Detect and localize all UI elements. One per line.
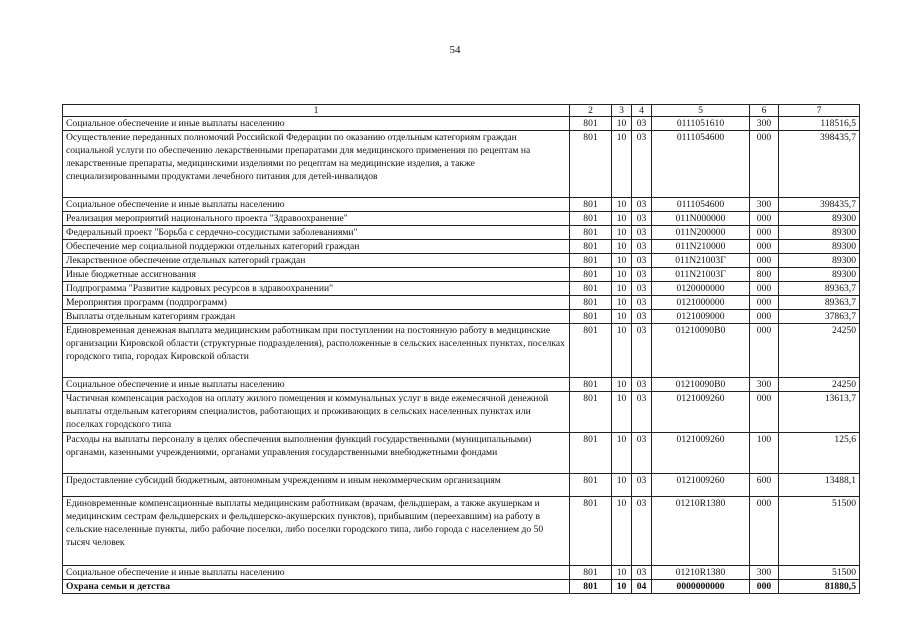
ministry-code-cell: 801	[570, 254, 612, 268]
row-name-cell: Социальное обеспечение и иные выплаты населению	[63, 198, 570, 212]
section-code-cell: 10	[612, 433, 632, 474]
table-row	[63, 497, 860, 566]
table-row	[63, 310, 860, 324]
subsection-code-cell: 03	[632, 474, 652, 497]
section-code-cell: 10	[612, 268, 632, 282]
table-row	[63, 324, 860, 378]
section-code-cell: 10	[612, 324, 632, 378]
expense-type-cell: 300	[750, 198, 779, 212]
amount-cell: 89363,7	[779, 282, 860, 296]
subsection-code-cell: 03	[632, 117, 652, 131]
subsection-code-cell: 03	[632, 433, 652, 474]
ministry-code-cell: 801	[570, 497, 612, 566]
section-code-cell: 10	[612, 226, 632, 240]
row-name-cell: Социальное обеспечение и иные выплаты населению	[63, 117, 570, 131]
subsection-code-cell: 04	[632, 580, 652, 594]
table-row	[63, 378, 860, 392]
ministry-code-cell: 801	[570, 117, 612, 131]
subsection-code-cell: 03	[632, 324, 652, 378]
table-row	[63, 240, 860, 254]
table-row	[63, 212, 860, 226]
target-article-cell: 011N21003Г	[652, 254, 750, 268]
target-article-cell: 0111054600	[652, 131, 750, 198]
ministry-code-cell: 801	[570, 433, 612, 474]
row-name-cell: Иные бюджетные ассигнования	[63, 268, 570, 282]
ministry-code-cell: 801	[570, 240, 612, 254]
table-row	[63, 131, 860, 198]
expense-type-cell: 000	[750, 324, 779, 378]
row-name-cell: Охрана семьи и детства	[63, 580, 570, 594]
expense-type-cell: 600	[750, 474, 779, 497]
row-name-cell: Выплаты отдельным категориям граждан	[63, 310, 570, 324]
table-row	[63, 566, 860, 580]
expense-type-cell: 000	[750, 212, 779, 226]
table-row	[63, 392, 860, 433]
column-header: 7	[779, 105, 860, 117]
column-header: 5	[652, 105, 750, 117]
expense-type-cell: 300	[750, 117, 779, 131]
ministry-code-cell: 801	[570, 226, 612, 240]
section-code-cell: 10	[612, 131, 632, 198]
table-row	[63, 198, 860, 212]
subsection-code-cell: 03	[632, 566, 652, 580]
target-article-cell: 0111054600	[652, 198, 750, 212]
section-code-cell: 10	[612, 378, 632, 392]
row-name-cell: Федеральный проект "Борьба с сердечно-сосудистыми заболеваниями"	[63, 226, 570, 240]
row-name-cell: Социальное обеспечение и иные выплаты населению	[63, 566, 570, 580]
expense-type-cell: 000	[750, 580, 779, 594]
amount-cell: 51500	[779, 497, 860, 566]
section-code-cell: 10	[612, 566, 632, 580]
row-name-cell: Предоставление субсидий бюджетным, автономным учреждениям и иным некоммерческим организациям	[63, 474, 570, 497]
section-code-cell: 10	[612, 296, 632, 310]
expense-type-cell: 000	[750, 226, 779, 240]
column-header: 3	[612, 105, 632, 117]
target-article-cell: 0121000000	[652, 296, 750, 310]
row-name-cell: Расходы на выплаты персоналу в целях обеспечения выполнения функций государственными (муниципальными) органами, казенными учреждениями, органами управления государственными внебюджетными фондами	[63, 433, 570, 474]
expense-type-cell: 000	[750, 131, 779, 198]
section-code-cell: 10	[612, 198, 632, 212]
subsection-code-cell: 03	[632, 282, 652, 296]
amount-cell: 13488,1	[779, 474, 860, 497]
section-code-cell: 10	[612, 310, 632, 324]
subsection-code-cell: 03	[632, 131, 652, 198]
table-header-row	[63, 105, 860, 117]
amount-cell: 118516,5	[779, 117, 860, 131]
section-code-cell: 10	[612, 240, 632, 254]
row-name-cell: Единовременные компенсационные выплаты медицинским работникам (врачам, фельдшерам, а также акушеркам и медицинским сестрам фельдшерских и фельдшерско-акушерских пунктов), прибывшим (переехавшим) на работу в сельские населенные пункты, либо рабочие поселки, либо поселки городского типа, либо города с населением до 50 тысяч человек	[63, 497, 570, 566]
subsection-code-cell: 03	[632, 226, 652, 240]
amount-cell: 89300	[779, 240, 860, 254]
amount-cell: 398435,7	[779, 198, 860, 212]
page-number: 54	[449, 44, 461, 56]
amount-cell: 81880,5	[779, 580, 860, 594]
amount-cell: 13613,7	[779, 392, 860, 433]
expense-type-cell: 000	[750, 392, 779, 433]
expense-type-cell: 100	[750, 433, 779, 474]
amount-cell: 398435,7	[779, 131, 860, 198]
expense-type-cell: 000	[750, 497, 779, 566]
expense-type-cell: 300	[750, 378, 779, 392]
amount-cell: 89300	[779, 212, 860, 226]
ministry-code-cell: 801	[570, 310, 612, 324]
target-article-cell: 0120000000	[652, 282, 750, 296]
column-header: 2	[570, 105, 612, 117]
table-row	[63, 268, 860, 282]
expense-type-cell: 000	[750, 240, 779, 254]
section-code-cell: 10	[612, 117, 632, 131]
target-article-cell: 01210R1380	[652, 497, 750, 566]
section-code-cell: 10	[612, 474, 632, 497]
amount-cell: 89300	[779, 268, 860, 282]
budget-table	[62, 104, 860, 594]
amount-cell: 125,6	[779, 433, 860, 474]
target-article-cell: 011N210000	[652, 240, 750, 254]
target-article-cell: 0121009000	[652, 310, 750, 324]
table-row	[63, 580, 860, 594]
target-article-cell: 01210090В0	[652, 378, 750, 392]
target-article-cell: 0111051610	[652, 117, 750, 131]
row-name-cell: Лекарственное обеспечение отдельных категорий граждан	[63, 254, 570, 268]
target-article-cell: 0000000000	[652, 580, 750, 594]
subsection-code-cell: 03	[632, 212, 652, 226]
ministry-code-cell: 801	[570, 268, 612, 282]
ministry-code-cell: 801	[570, 378, 612, 392]
expense-type-cell: 300	[750, 566, 779, 580]
section-code-cell: 10	[612, 392, 632, 433]
target-article-cell: 011N21003Г	[652, 268, 750, 282]
ministry-code-cell: 801	[570, 296, 612, 310]
row-name-cell: Осуществление переданных полномочий Российской Федерации по оказанию отдельным категориям граждан социальной услуги по обеспечению лекарственными препаратами для медицинского применения по рецептам на лекарственные препараты, медицинскими изделиями по рецептам на медицинские изделия, а также специализированными продуктами лечебного питания для детей-инвалидов	[63, 131, 570, 198]
row-name-cell: Мероприятия программ (подпрограмм)	[63, 296, 570, 310]
section-code-cell: 10	[612, 254, 632, 268]
section-code-cell: 10	[612, 282, 632, 296]
expense-type-cell: 000	[750, 254, 779, 268]
target-article-cell: 011N200000	[652, 226, 750, 240]
amount-cell: 89300	[779, 226, 860, 240]
table-row	[63, 282, 860, 296]
table-row	[63, 117, 860, 131]
row-name-cell: Подпрограмма "Развитие кадровых ресурсов в здравоохранении"	[63, 282, 570, 296]
table-row	[63, 226, 860, 240]
ministry-code-cell: 801	[570, 324, 612, 378]
column-header: 6	[750, 105, 779, 117]
subsection-code-cell: 03	[632, 392, 652, 433]
subsection-code-cell: 03	[632, 310, 652, 324]
amount-cell: 37863,7	[779, 310, 860, 324]
section-code-cell: 10	[612, 212, 632, 226]
row-name-cell: Частичная компенсация расходов на оплату жилого помещения и коммунальных услуг в виде ежемесячной денежной выплаты отдельным категориям специалистов, работающих и проживающих в сельских населенных пунктах или поселках городского типа	[63, 392, 570, 433]
subsection-code-cell: 03	[632, 268, 652, 282]
section-code-cell: 10	[612, 580, 632, 594]
expense-type-cell: 800	[750, 268, 779, 282]
column-header: 4	[632, 105, 652, 117]
ministry-code-cell: 801	[570, 566, 612, 580]
table-row	[63, 254, 860, 268]
target-article-cell: 01210090В0	[652, 324, 750, 378]
amount-cell: 24250	[779, 324, 860, 378]
table-row	[63, 296, 860, 310]
target-article-cell: 01210R1380	[652, 566, 750, 580]
row-name-cell: Обеспечение мер социальной поддержки отдельных категорий граждан	[63, 240, 570, 254]
ministry-code-cell: 801	[570, 474, 612, 497]
ministry-code-cell: 801	[570, 198, 612, 212]
ministry-code-cell: 801	[570, 392, 612, 433]
ministry-code-cell: 801	[570, 580, 612, 594]
target-article-cell: 011N000000	[652, 212, 750, 226]
expense-type-cell: 000	[750, 310, 779, 324]
amount-cell: 51500	[779, 566, 860, 580]
target-article-cell: 0121009260	[652, 474, 750, 497]
subsection-code-cell: 03	[632, 497, 652, 566]
row-name-cell: Единовременная денежная выплата медицинским работникам при поступлении на постоянную работу в медицинские организации Кировской области (структурные подразделения), расположенные в сельских населенных пунктах, поселках городского типа, городах Кировской области	[63, 324, 570, 378]
table-row	[63, 474, 860, 497]
amount-cell: 89363,7	[779, 296, 860, 310]
row-name-cell: Реализация мероприятий национального проекта "Здравоохранение"	[63, 212, 570, 226]
subsection-code-cell: 03	[632, 296, 652, 310]
ministry-code-cell: 801	[570, 212, 612, 226]
expense-type-cell: 000	[750, 282, 779, 296]
subsection-code-cell: 03	[632, 254, 652, 268]
row-name-cell: Социальное обеспечение и иные выплаты населению	[63, 378, 570, 392]
column-header: 1	[63, 105, 570, 117]
subsection-code-cell: 03	[632, 240, 652, 254]
amount-cell: 24250	[779, 378, 860, 392]
amount-cell: 89300	[779, 254, 860, 268]
ministry-code-cell: 801	[570, 282, 612, 296]
table-row	[63, 433, 860, 474]
expense-type-cell: 000	[750, 296, 779, 310]
subsection-code-cell: 03	[632, 378, 652, 392]
subsection-code-cell: 03	[632, 198, 652, 212]
target-article-cell: 0121009260	[652, 392, 750, 433]
section-code-cell: 10	[612, 497, 632, 566]
target-article-cell: 0121009260	[652, 433, 750, 474]
ministry-code-cell: 801	[570, 131, 612, 198]
